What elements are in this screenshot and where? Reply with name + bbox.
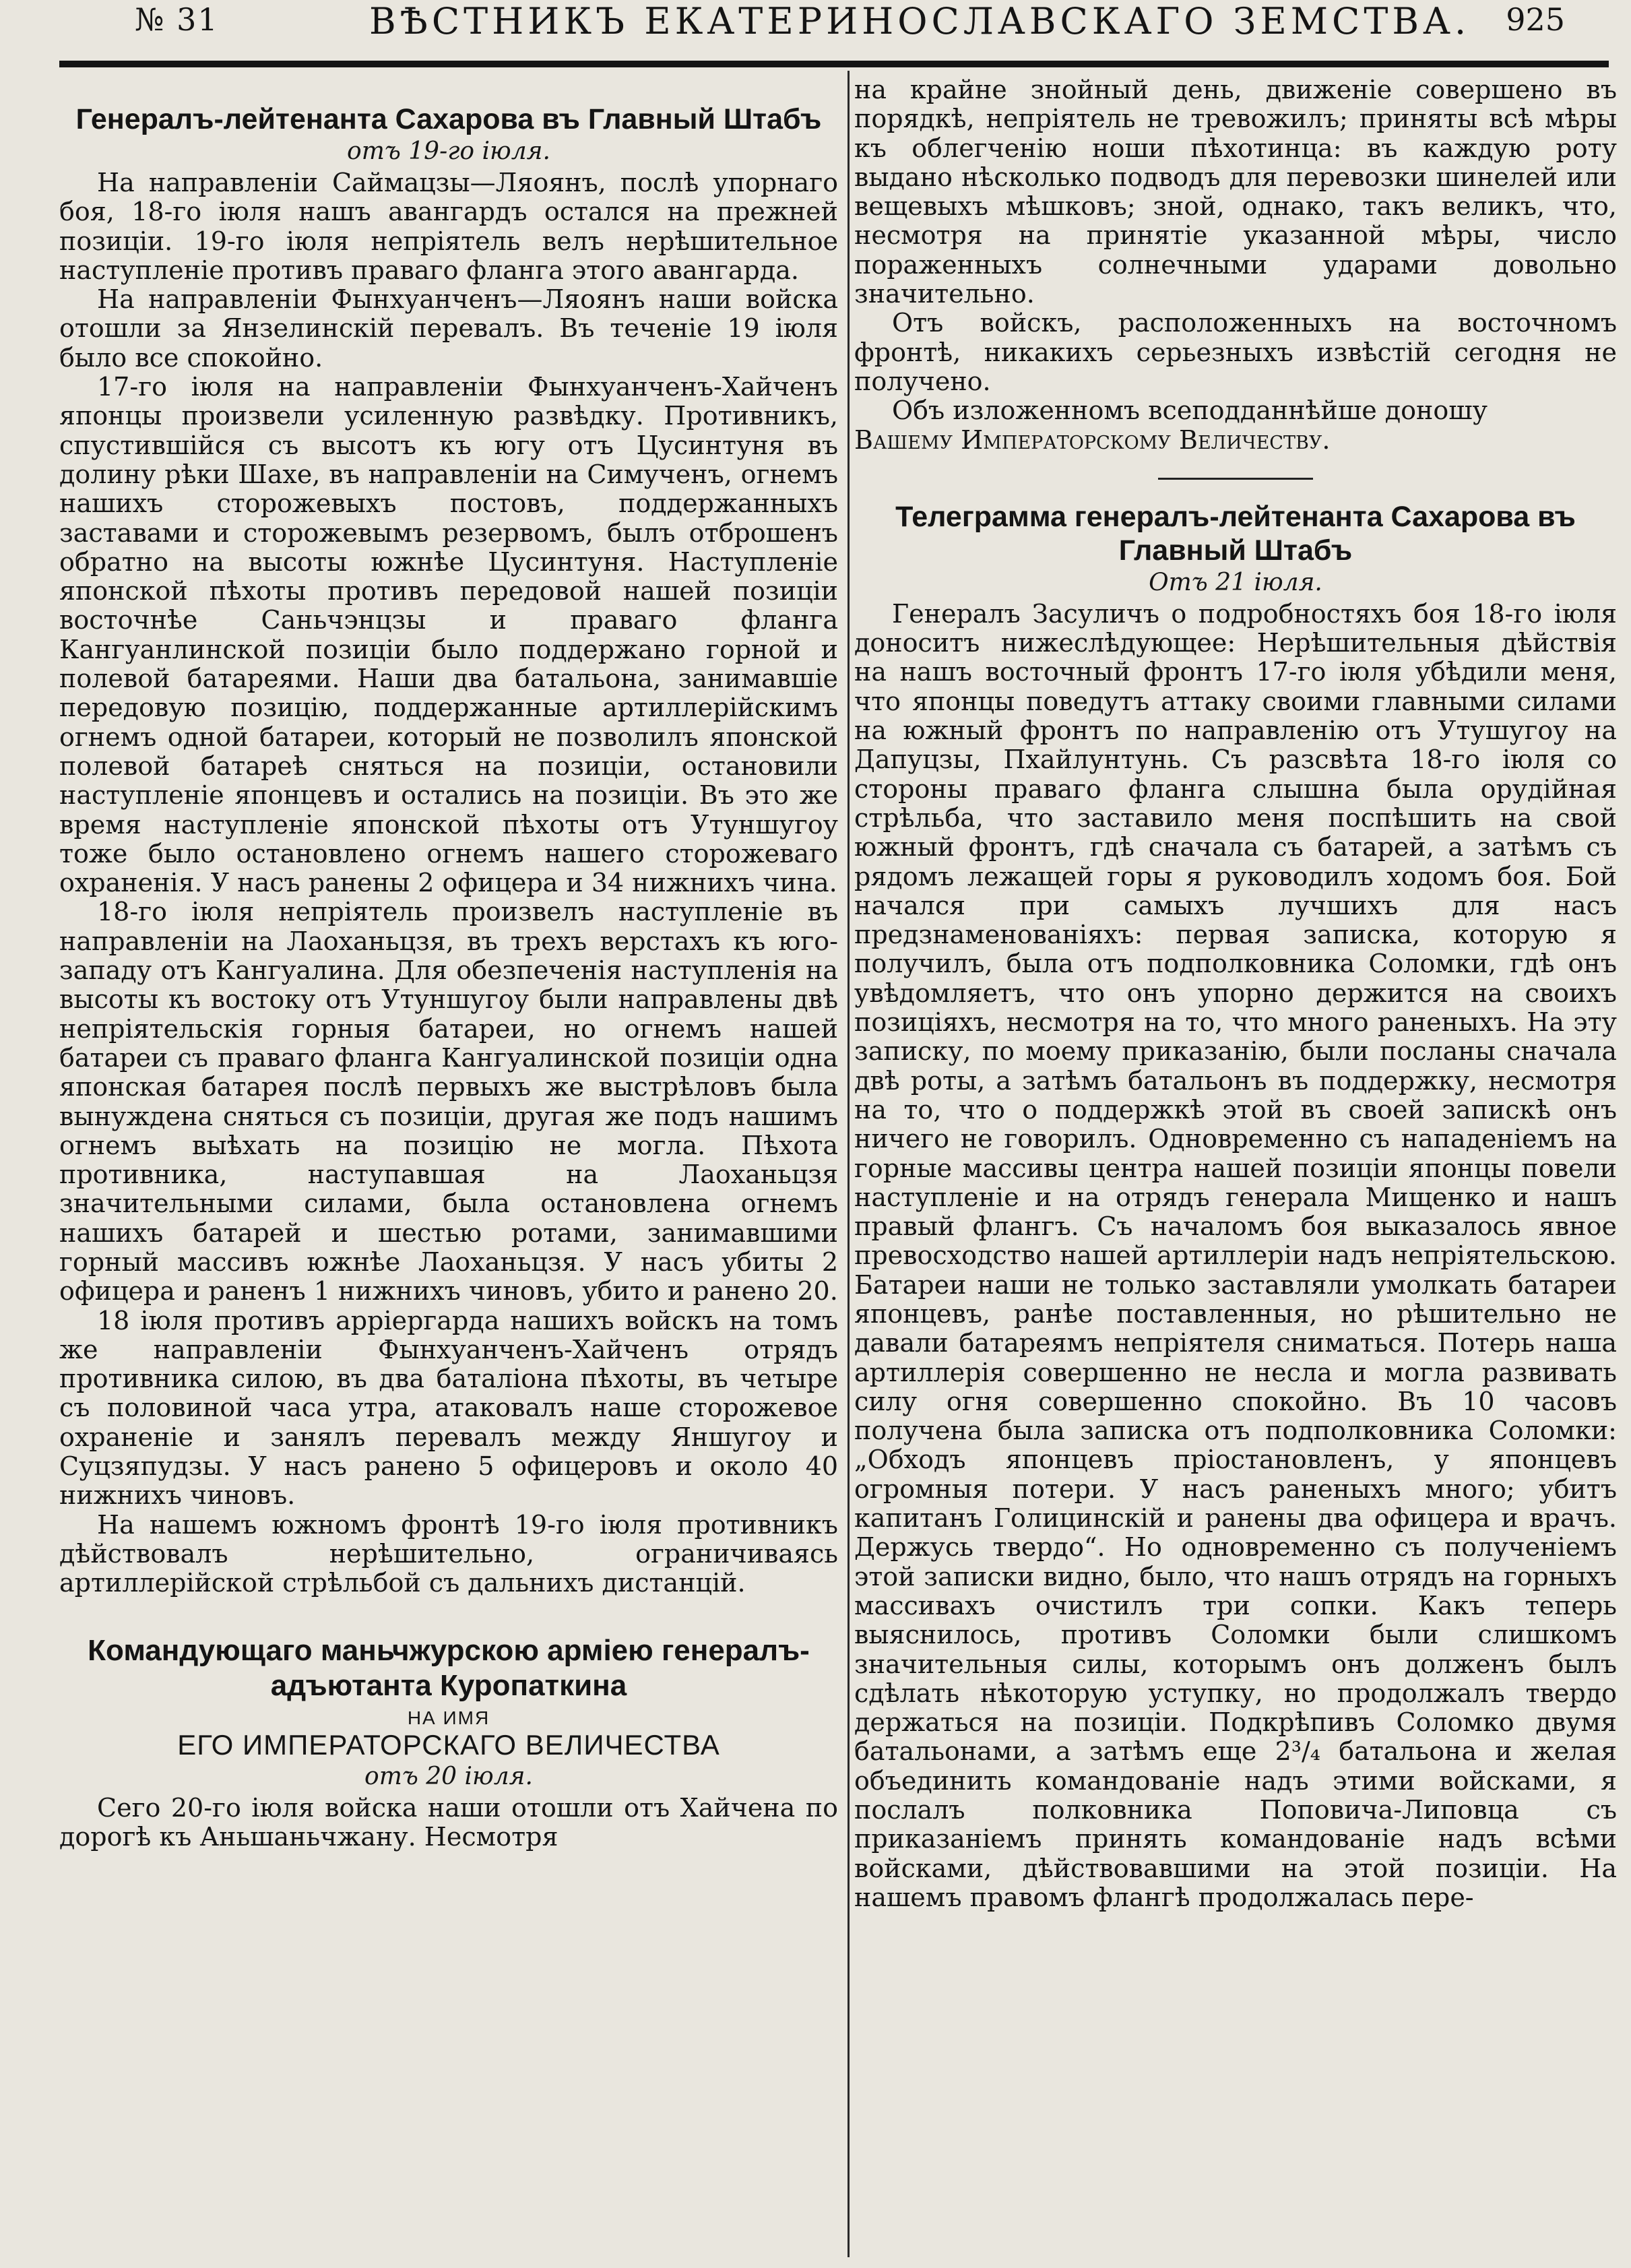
addressee-prefix: НА ИМЯ	[407, 1707, 490, 1728]
section-separator	[1158, 478, 1313, 480]
article-paragraph: Объ изложенномъ всеподданнѣйше доношу	[892, 396, 1488, 426]
article-date: отъ 19-го іюля.	[347, 137, 550, 165]
article-paragraph-addressee: Вашему Императорскому Величеству.	[854, 424, 1331, 455]
article-paragraph: Генералъ Засуличъ о подробностяхъ боя 18-го іюля доноситъ нижеслѣдующее: Нерѣшительныя дѣйствія на нашъ восточный фронтъ 17-го іюля убѣдили меня, что японцы поведутъ аттаку своими главными силами на южный фронтъ по направленію отъ Утушугоу на Дапуцзы, Пхайлунтунь. Съ разсвѣта 18-го іюля со стороны праваго фланга слышна была орудійная стрѣльба, что заставило меня поспѣшить на свой южный фронтъ, гдѣ сначала съ батарей, а затѣмъ съ рядомъ лежащей горы я руководилъ ходомъ боя. Бой начался при самыхъ лучшихъ для насъ предзнаменованіяхъ: первая записка, которую я получилъ, была отъ подполковника Соломки, гдѣ онъ увѣдомляетъ, что онъ упорно держится на своихъ позиціяхъ, несмотря на то, что много раненыхъ. На эту записку, по моему приказанію, были посланы сначала двѣ роты, а затѣмъ батальонъ въ поддержку, несмотря на то, что о поддержкѣ этой въ своей запискѣ онъ ничего не говорилъ. Одновременно съ нападеніемъ на горные массивы центра нашей позиціи японцы повели наступленіе и на отрядъ генерала Мищенко и нашъ правый флангъ. Съ началомъ боя выказалось явное превосходство нашей артиллеріи надъ непріятельскою. Батареи наши не только заставляли умолкать батареи японцевъ, ранѣе поставленныя, но рѣшительно не давали батареямъ непріятеля сниматься. Потерь наша артиллерія совершенно не несла и могла развивать силу огня совершенно спокойно. Въ 10 часовъ получена была записка отъ подполковника Соломки: „Обходъ японцевъ пріостановленъ, у японцевъ огромныя потери. У насъ раненыхъ много; убитъ капитанъ Голицинскій и ранены два офицера и врачъ. Держусь твердо“. Но одновременно съ полученіемъ этой записки видно, было, что нашъ отрядъ на горныхъ массивахъ очистилъ три сопки. Какъ теперь выяснилось, противъ Соломки были слишкомъ значительныя силы, которымъ онъ долженъ былъ сдѣлать нѣкоторую уступку, но продолжалъ твердо держаться на позиціи. Подкрѣпивъ Соломко двумя батальонами, а затѣмъ еще 2³/₄ батальона и желая объединить командованіе надъ этими войсками, я послалъ полковника Поповича-Липовца съ приказаніемъ принять командованіе надъ всѣми войсками, дѣйствовавшими на этой позиціи. На нашемъ правомъ флангѣ продолжалась пере-	[854, 598, 1617, 1912]
article-paragraph: На нашемъ южномъ фронтѣ 19-го іюля противникъ дѣйствовалъ нерѣшительно, ограничиваясь артиллерійской стрѣльбой съ дальнихъ дистанцій.	[59, 1509, 838, 1598]
right-column	[854, 75, 1617, 1912]
article-paragraph: На направленіи Фынхуанченъ—Ляоянъ наши войска отошли за Янзелинскій перевалъ. Въ теченіе 19 іюля было все спокойно.	[59, 284, 838, 373]
article-paragraph: Отъ войскъ, расположенныхъ на восточномъ фронтѣ, никакихъ серьезныхъ извѣстій сегодня не получено.	[854, 308, 1617, 396]
page-header	[0, 0, 1631, 54]
article-paragraph-continued: на крайне знойный день, движеніе совершено въ порядкѣ, непріятель не тревожилъ; приняты всѣ мѣры къ облегченію ноши пѣхотинца: въ каждую роту выдано нѣсколько подводъ для перевозки шинелей или вещевыхъ мѣшковъ; зной, однако, такъ великъ, что, несмотря на принятіе указанной мѣры, число пораженныхъ солнечными ударами довольно значительно.	[854, 75, 1617, 309]
issue-number: № 31	[135, 1, 219, 38]
article-paragraph: 17-го іюля на направленіи Фынхуанченъ-Хайченъ японцы произвели усиленную развѣдку. Противникъ, спустившійся съ высотъ къ югу отъ Цусинтуня въ долину рѣки Шахе, въ направленіи на Симученъ, огнемъ нашихъ сторожевыхъ постовъ, поддержанныхъ заставами и сторожевымъ резервомъ, былъ отброшенъ обратно на высоты южнѣе Цусинтуня. Наступленіе японской пѣхоты противъ передовой нашей позиціи восточнѣе Саньчэнцзы и праваго фланга Кангуанлинской позиціи было поддержано горной и полевой батареями. Наши два батальона, занимавшіе передовую позицію, поддержанные артиллерійскимъ огнемъ одной батареи, который не позволилъ японской полевой батареѣ сняться на позиціи, остановили наступленіе японцевъ и остались на позиціи. Въ это же время наступленіе японской пѣхоты отъ Утуншугоу тоже было остановлено огнемъ нашего сторожеваго охраненія. У насъ ранены 2 офицера и 34 нижнихъ чина.	[59, 372, 838, 898]
left-column	[59, 75, 838, 1852]
article-paragraph: 18 іюля противъ арріергарда нашихъ войскъ на томъ же направленіи Фынхуанченъ-Хайченъ отрядъ противника силою, въ два баталіона пѣхоты, въ четыре съ половиной часа утра, атаковалъ наше сторожевое охраненіе и занялъ перевалъ между Яншугоу и Суцзяпудзы. У насъ ранено 5 офицеровъ и около 40 нижнихъ чиновъ.	[59, 1305, 838, 1511]
newspaper-title: ВѢСТНИКЪ ЕКАТЕРИНОСЛАВСКАГО ЗЕМСТВА.	[369, 0, 1471, 42]
article-date: Отъ 21 іюля.	[1149, 568, 1322, 596]
article-paragraph: На направленіи Саймацзы—Ляоянъ, послѣ упорнаго боя, 18-го іюля нашъ авангардъ остался на прежней позиціи. 19-го іюля непріятель велъ нерѣшительное наступленіе противъ праваго фланга этого авангарда.	[59, 168, 838, 285]
article-title: Командующаго маньчжурскою арміею генералъ-адъютанта Куропаткина	[88, 1633, 810, 1702]
article-paragraph: Сего 20-го іюля войска наши отошли отъ Хайчена по дорогѣ къ Аньшаньчжану. Несмотря	[59, 1792, 838, 1852]
column-divider	[848, 71, 850, 2257]
article-paragraph: 18-го іюля непріятель произвелъ наступленіе въ направленіи на Лаоханьцзя, въ трехъ верстахъ къ юго-западу отъ Кангуалина. Для обезпеченія наступленія на высоты къ востоку отъ Утуншугоу были направлены двѣ непріятельскія горныя батареи, но огнемъ нашей батареи съ праваго фланга Кангуалинской позиціи одна японская батарея послѣ первыхъ же выстрѣловъ была вынуждена сняться съ позиціи, другая же подъ нашимъ огнемъ выѣхать на позицію не могла. Пѣхота противника, наступавшая на Лаоханьцзя значительными силами, была остановлена огнемъ нашихъ батарей и шестью ротами, занимавшими горный массивъ южнѣе Лаоханьцзя. У насъ убиты 2 офицера и раненъ 1 нижнихъ чиновъ, убито и ранено 20.	[59, 897, 838, 1306]
article-title: Генералъ-лейтенанта Сахарова въ Главный Штабъ	[75, 103, 822, 135]
article-date: отъ 20 іюля.	[364, 1762, 533, 1790]
addressee: ЕГО ИМПЕРАТОРСКАГО ВЕЛИЧЕСТВА	[177, 1728, 720, 1761]
page-number: 925	[1506, 1, 1565, 38]
article-title: Телеграмма генералъ-лейтенанта Сахарова въ Главный Штабъ	[895, 500, 1576, 567]
header-rule	[59, 61, 1609, 67]
